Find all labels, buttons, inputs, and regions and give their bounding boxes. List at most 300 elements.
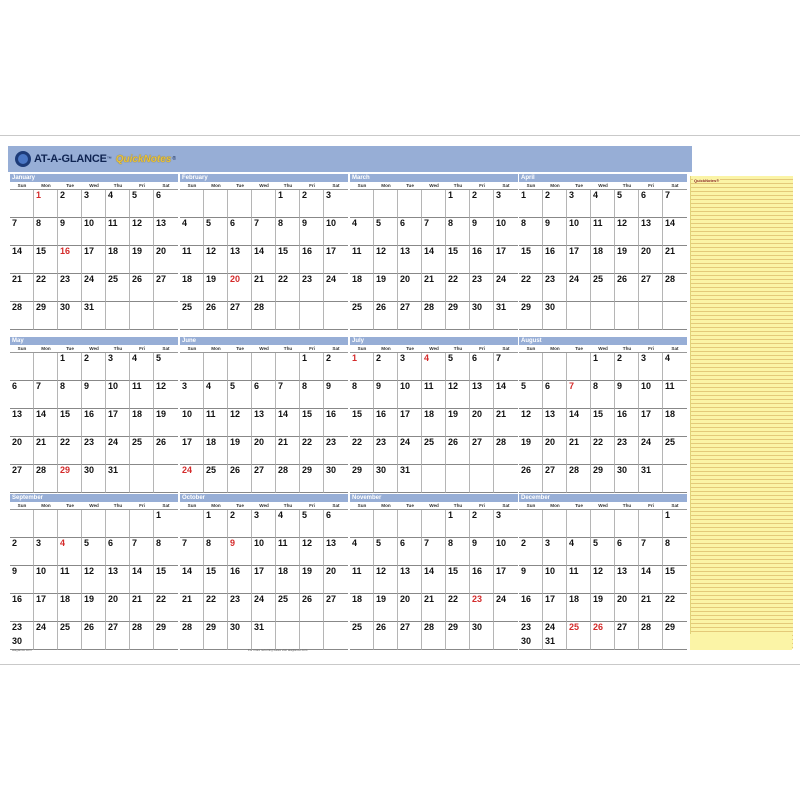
day-cell[interactable] [228, 409, 252, 437]
day-cell[interactable] [180, 302, 204, 330]
day-cell[interactable] [446, 218, 470, 246]
day-cell[interactable] [252, 465, 276, 493]
day-cell[interactable] [494, 538, 518, 566]
day-cell[interactable] [422, 274, 446, 302]
day-cell[interactable] [300, 353, 324, 381]
day-cell[interactable] [446, 566, 470, 594]
day-cell[interactable] [374, 246, 398, 274]
day-cell[interactable] [58, 274, 82, 302]
day-cell[interactable] [154, 274, 178, 302]
day-cell[interactable] [228, 594, 252, 622]
day-cell[interactable] [130, 274, 154, 302]
day-cell[interactable] [10, 538, 34, 566]
day-cell[interactable] [350, 274, 374, 302]
day-cell[interactable] [58, 437, 82, 465]
day-cell[interactable] [567, 218, 591, 246]
day-cell[interactable] [350, 381, 374, 409]
day-cell[interactable] [300, 381, 324, 409]
day-cell[interactable] [204, 510, 228, 538]
day-cell[interactable] [154, 594, 178, 622]
day-cell[interactable] [228, 538, 252, 566]
day-cell[interactable] [519, 409, 543, 437]
day-cell[interactable] [58, 538, 82, 566]
day-cell[interactable] [615, 409, 639, 437]
day-cell[interactable] [663, 190, 687, 218]
day-cell[interactable] [58, 622, 82, 650]
day-cell[interactable] [180, 566, 204, 594]
day-cell[interactable] [252, 594, 276, 622]
day-cell[interactable] [470, 622, 494, 650]
day-cell[interactable] [446, 381, 470, 409]
day-cell[interactable] [350, 594, 374, 622]
day-cell[interactable] [154, 409, 178, 437]
day-cell[interactable] [300, 510, 324, 538]
day-cell[interactable] [615, 381, 639, 409]
day-cell[interactable] [398, 409, 422, 437]
day-cell[interactable] [228, 381, 252, 409]
day-cell[interactable] [130, 594, 154, 622]
day-cell[interactable] [82, 622, 106, 650]
day-cell[interactable] [180, 622, 204, 650]
day-cell[interactable] [543, 218, 567, 246]
day-cell[interactable] [10, 274, 34, 302]
day-cell[interactable] [180, 218, 204, 246]
day-cell[interactable] [374, 409, 398, 437]
day-cell[interactable] [615, 538, 639, 566]
day-cell[interactable] [130, 622, 154, 650]
day-cell[interactable] [350, 302, 374, 330]
day-cell[interactable] [154, 218, 178, 246]
day-cell[interactable] [422, 353, 446, 381]
day-cell[interactable] [494, 246, 518, 274]
day-cell[interactable] [130, 246, 154, 274]
day-cell[interactable] [470, 566, 494, 594]
day-cell[interactable] [82, 246, 106, 274]
day-cell[interactable] [374, 381, 398, 409]
day-cell[interactable] [446, 437, 470, 465]
day-cell[interactable] [350, 437, 374, 465]
day-cell[interactable] [252, 246, 276, 274]
day-cell[interactable] [34, 594, 58, 622]
day-cell[interactable] [10, 409, 34, 437]
day-cell[interactable] [591, 409, 615, 437]
day-cell[interactable] [204, 465, 228, 493]
day-cell[interactable] [58, 353, 82, 381]
day-cell[interactable] [276, 381, 300, 409]
day-cell[interactable] [154, 437, 178, 465]
day-cell[interactable] [374, 622, 398, 650]
day-cell[interactable] [350, 353, 374, 381]
day-cell[interactable] [252, 218, 276, 246]
day-cell[interactable] [567, 246, 591, 274]
day-cell[interactable] [422, 622, 446, 650]
day-cell[interactable] [252, 274, 276, 302]
day-cell[interactable] [519, 381, 543, 409]
day-cell[interactable] [398, 246, 422, 274]
day-cell[interactable] [470, 274, 494, 302]
day-cell[interactable] [639, 566, 663, 594]
day-cell[interactable] [519, 190, 543, 218]
day-cell[interactable] [300, 246, 324, 274]
day-cell[interactable] [519, 465, 543, 493]
day-cell[interactable] [663, 437, 687, 465]
day-cell[interactable] [228, 566, 252, 594]
day-cell[interactable] [446, 274, 470, 302]
day-cell[interactable] [58, 381, 82, 409]
day-cell[interactable] [663, 353, 687, 381]
day-cell[interactable] [374, 437, 398, 465]
day-cell[interactable] [374, 353, 398, 381]
day-cell[interactable] [180, 437, 204, 465]
day-cell[interactable] [470, 538, 494, 566]
day-cell[interactable] [228, 437, 252, 465]
day-cell[interactable] [204, 381, 228, 409]
day-cell[interactable] [494, 437, 518, 465]
day-cell[interactable] [34, 274, 58, 302]
day-cell[interactable] [663, 566, 687, 594]
day-cell[interactable] [543, 437, 567, 465]
day-cell[interactable] [252, 566, 276, 594]
day-cell[interactable] [106, 465, 130, 493]
day-cell[interactable] [154, 510, 178, 538]
day-cell[interactable] [58, 594, 82, 622]
day-cell[interactable] [300, 566, 324, 594]
day-cell[interactable] [82, 409, 106, 437]
day-cell[interactable] [615, 437, 639, 465]
day-cell[interactable] [34, 381, 58, 409]
day-cell[interactable] [106, 353, 130, 381]
day-cell[interactable] [58, 302, 82, 330]
day-cell[interactable] [591, 622, 615, 650]
day-cell[interactable] [374, 538, 398, 566]
day-cell[interactable] [180, 274, 204, 302]
day-cell[interactable] [543, 190, 567, 218]
day-cell[interactable] [398, 437, 422, 465]
day-cell[interactable] [543, 381, 567, 409]
day-cell[interactable] [300, 437, 324, 465]
day-cell[interactable] [180, 594, 204, 622]
day-cell[interactable] [398, 218, 422, 246]
day-cell[interactable] [422, 594, 446, 622]
day-cell[interactable] [494, 566, 518, 594]
day-cell[interactable] [639, 190, 663, 218]
day-cell[interactable] [374, 302, 398, 330]
day-cell[interactable] [106, 566, 130, 594]
day-cell[interactable] [324, 594, 348, 622]
day-cell[interactable] [543, 246, 567, 274]
day-cell[interactable] [663, 510, 687, 538]
day-cell[interactable] [130, 538, 154, 566]
day-cell[interactable] [106, 381, 130, 409]
day-cell[interactable] [470, 353, 494, 381]
day-cell[interactable] [252, 538, 276, 566]
day-cell[interactable] [10, 302, 34, 330]
day-cell[interactable] [639, 218, 663, 246]
day-cell[interactable] [615, 353, 639, 381]
day-cell[interactable] [154, 622, 178, 650]
day-cell[interactable] [543, 465, 567, 493]
day-cell[interactable] [276, 510, 300, 538]
day-cell[interactable] [663, 274, 687, 302]
day-cell[interactable] [639, 246, 663, 274]
day-cell[interactable] [374, 274, 398, 302]
day-cell[interactable] [324, 218, 348, 246]
day-cell[interactable] [567, 437, 591, 465]
day-cell[interactable] [470, 437, 494, 465]
day-cell[interactable] [567, 381, 591, 409]
day-cell[interactable] [180, 246, 204, 274]
day-cell[interactable] [519, 302, 543, 330]
day-cell[interactable] [130, 437, 154, 465]
day-cell[interactable] [543, 594, 567, 622]
day-cell[interactable] [543, 566, 567, 594]
day-cell[interactable] [446, 409, 470, 437]
day-cell[interactable] [567, 409, 591, 437]
day-cell[interactable] [350, 246, 374, 274]
day-cell[interactable] [398, 538, 422, 566]
day-cell[interactable] [276, 190, 300, 218]
day-cell[interactable] [276, 409, 300, 437]
day-cell[interactable] [663, 246, 687, 274]
day-cell[interactable] [663, 594, 687, 622]
day-cell[interactable] [204, 566, 228, 594]
day-cell[interactable] [494, 409, 518, 437]
day-cell[interactable] [324, 190, 348, 218]
day-cell[interactable] [615, 566, 639, 594]
day-cell[interactable] [494, 274, 518, 302]
day-cell[interactable] [130, 353, 154, 381]
day-cell[interactable] [300, 218, 324, 246]
day-cell[interactable] [252, 437, 276, 465]
day-cell[interactable] [130, 566, 154, 594]
day-cell[interactable] [228, 246, 252, 274]
day-cell[interactable] [34, 218, 58, 246]
day-cell[interactable] [519, 622, 543, 650]
day-cell[interactable] [398, 594, 422, 622]
day-cell[interactable] [10, 622, 34, 650]
day-cell[interactable] [591, 538, 615, 566]
day-cell[interactable] [204, 594, 228, 622]
day-cell[interactable] [639, 465, 663, 493]
day-cell[interactable] [10, 381, 34, 409]
day-cell[interactable] [470, 381, 494, 409]
day-cell[interactable] [252, 302, 276, 330]
day-cell[interactable] [519, 538, 543, 566]
day-cell[interactable] [519, 274, 543, 302]
day-cell[interactable] [374, 218, 398, 246]
day-cell[interactable] [154, 353, 178, 381]
day-cell[interactable] [446, 246, 470, 274]
day-cell[interactable] [276, 274, 300, 302]
day-cell[interactable] [106, 622, 130, 650]
day-cell[interactable] [639, 622, 663, 650]
day-cell[interactable] [398, 465, 422, 493]
day-cell[interactable] [398, 566, 422, 594]
day-cell[interactable] [252, 510, 276, 538]
day-cell[interactable] [446, 510, 470, 538]
day-cell[interactable] [663, 218, 687, 246]
day-cell[interactable] [58, 190, 82, 218]
day-cell[interactable] [422, 381, 446, 409]
day-cell[interactable] [639, 353, 663, 381]
day-cell[interactable] [252, 381, 276, 409]
day-cell[interactable] [276, 566, 300, 594]
day-cell[interactable] [82, 538, 106, 566]
day-cell[interactable] [615, 246, 639, 274]
day-cell[interactable] [180, 409, 204, 437]
quicknotes-panel[interactable] [690, 176, 793, 649]
day-cell[interactable] [639, 594, 663, 622]
day-cell[interactable] [276, 465, 300, 493]
day-cell[interactable] [663, 409, 687, 437]
day-cell[interactable] [154, 246, 178, 274]
day-cell[interactable] [494, 302, 518, 330]
day-cell[interactable] [591, 353, 615, 381]
day-cell[interactable] [204, 218, 228, 246]
day-cell[interactable] [106, 190, 130, 218]
day-cell[interactable] [639, 409, 663, 437]
day-cell[interactable] [154, 190, 178, 218]
day-cell[interactable] [34, 409, 58, 437]
day-cell[interactable] [82, 218, 106, 246]
day-cell[interactable] [228, 302, 252, 330]
day-cell[interactable] [300, 594, 324, 622]
day-cell[interactable] [591, 274, 615, 302]
day-cell[interactable] [82, 465, 106, 493]
day-cell[interactable] [591, 594, 615, 622]
day-cell[interactable] [276, 246, 300, 274]
day-cell[interactable] [204, 538, 228, 566]
day-cell[interactable] [446, 302, 470, 330]
day-cell[interactable] [591, 437, 615, 465]
day-cell[interactable] [470, 190, 494, 218]
day-cell[interactable] [567, 566, 591, 594]
day-cell[interactable] [494, 594, 518, 622]
day-cell[interactable] [106, 274, 130, 302]
day-cell[interactable] [639, 437, 663, 465]
day-cell[interactable] [180, 465, 204, 493]
day-cell[interactable] [82, 302, 106, 330]
day-cell[interactable] [106, 594, 130, 622]
day-cell[interactable] [276, 538, 300, 566]
day-cell[interactable] [154, 566, 178, 594]
day-cell[interactable] [470, 594, 494, 622]
day-cell[interactable] [34, 622, 58, 650]
day-cell[interactable] [300, 538, 324, 566]
day-cell[interactable] [567, 538, 591, 566]
day-cell[interactable] [130, 381, 154, 409]
day-cell[interactable] [324, 274, 348, 302]
day-cell[interactable] [519, 566, 543, 594]
day-cell[interactable] [398, 353, 422, 381]
day-cell[interactable] [567, 190, 591, 218]
day-cell[interactable] [422, 246, 446, 274]
day-cell[interactable] [543, 409, 567, 437]
day-cell[interactable] [300, 465, 324, 493]
day-cell[interactable] [130, 218, 154, 246]
day-cell[interactable] [591, 566, 615, 594]
day-cell[interactable] [639, 274, 663, 302]
day-cell[interactable] [130, 190, 154, 218]
day-cell[interactable] [324, 437, 348, 465]
day-cell[interactable] [663, 538, 687, 566]
day-cell[interactable] [34, 246, 58, 274]
day-cell[interactable] [276, 594, 300, 622]
day-cell[interactable] [422, 302, 446, 330]
day-cell[interactable] [543, 622, 567, 650]
day-cell[interactable] [494, 510, 518, 538]
day-cell[interactable] [82, 274, 106, 302]
day-cell[interactable] [324, 538, 348, 566]
day-cell[interactable] [82, 594, 106, 622]
day-cell[interactable] [567, 465, 591, 493]
day-cell[interactable] [106, 409, 130, 437]
day-cell[interactable] [350, 538, 374, 566]
day-cell[interactable] [422, 538, 446, 566]
day-cell[interactable] [228, 274, 252, 302]
day-cell[interactable] [494, 353, 518, 381]
day-cell[interactable] [106, 437, 130, 465]
day-cell[interactable] [130, 409, 154, 437]
day-cell[interactable] [276, 218, 300, 246]
day-cell[interactable] [10, 465, 34, 493]
day-cell[interactable] [228, 622, 252, 650]
day-cell[interactable] [324, 510, 348, 538]
day-cell[interactable] [422, 218, 446, 246]
day-cell[interactable] [591, 465, 615, 493]
day-cell[interactable] [204, 409, 228, 437]
day-cell[interactable] [204, 437, 228, 465]
day-cell[interactable] [276, 437, 300, 465]
day-cell[interactable] [34, 437, 58, 465]
day-cell[interactable] [470, 246, 494, 274]
day-cell[interactable] [567, 594, 591, 622]
day-cell[interactable] [543, 302, 567, 330]
day-cell[interactable] [10, 566, 34, 594]
day-cell[interactable] [615, 594, 639, 622]
day-cell[interactable] [567, 622, 591, 650]
day-cell[interactable] [204, 274, 228, 302]
day-cell[interactable] [228, 510, 252, 538]
day-cell[interactable] [446, 622, 470, 650]
day-cell[interactable] [58, 409, 82, 437]
day-cell[interactable] [324, 566, 348, 594]
day-cell[interactable] [615, 465, 639, 493]
day-cell[interactable] [350, 465, 374, 493]
day-cell[interactable] [398, 622, 422, 650]
day-cell[interactable] [154, 381, 178, 409]
day-cell[interactable] [204, 622, 228, 650]
day-cell[interactable] [422, 437, 446, 465]
day-cell[interactable] [398, 381, 422, 409]
day-cell[interactable] [446, 190, 470, 218]
day-cell[interactable] [10, 218, 34, 246]
day-cell[interactable] [252, 622, 276, 650]
day-cell[interactable] [82, 190, 106, 218]
day-cell[interactable] [324, 246, 348, 274]
day-cell[interactable] [422, 566, 446, 594]
day-cell[interactable] [470, 302, 494, 330]
day-cell[interactable] [446, 353, 470, 381]
day-cell[interactable] [82, 353, 106, 381]
day-cell[interactable] [10, 246, 34, 274]
day-cell[interactable] [615, 190, 639, 218]
day-cell[interactable] [615, 622, 639, 650]
day-cell[interactable] [228, 465, 252, 493]
day-cell[interactable] [494, 218, 518, 246]
day-cell[interactable] [663, 622, 687, 650]
day-cell[interactable] [10, 437, 34, 465]
